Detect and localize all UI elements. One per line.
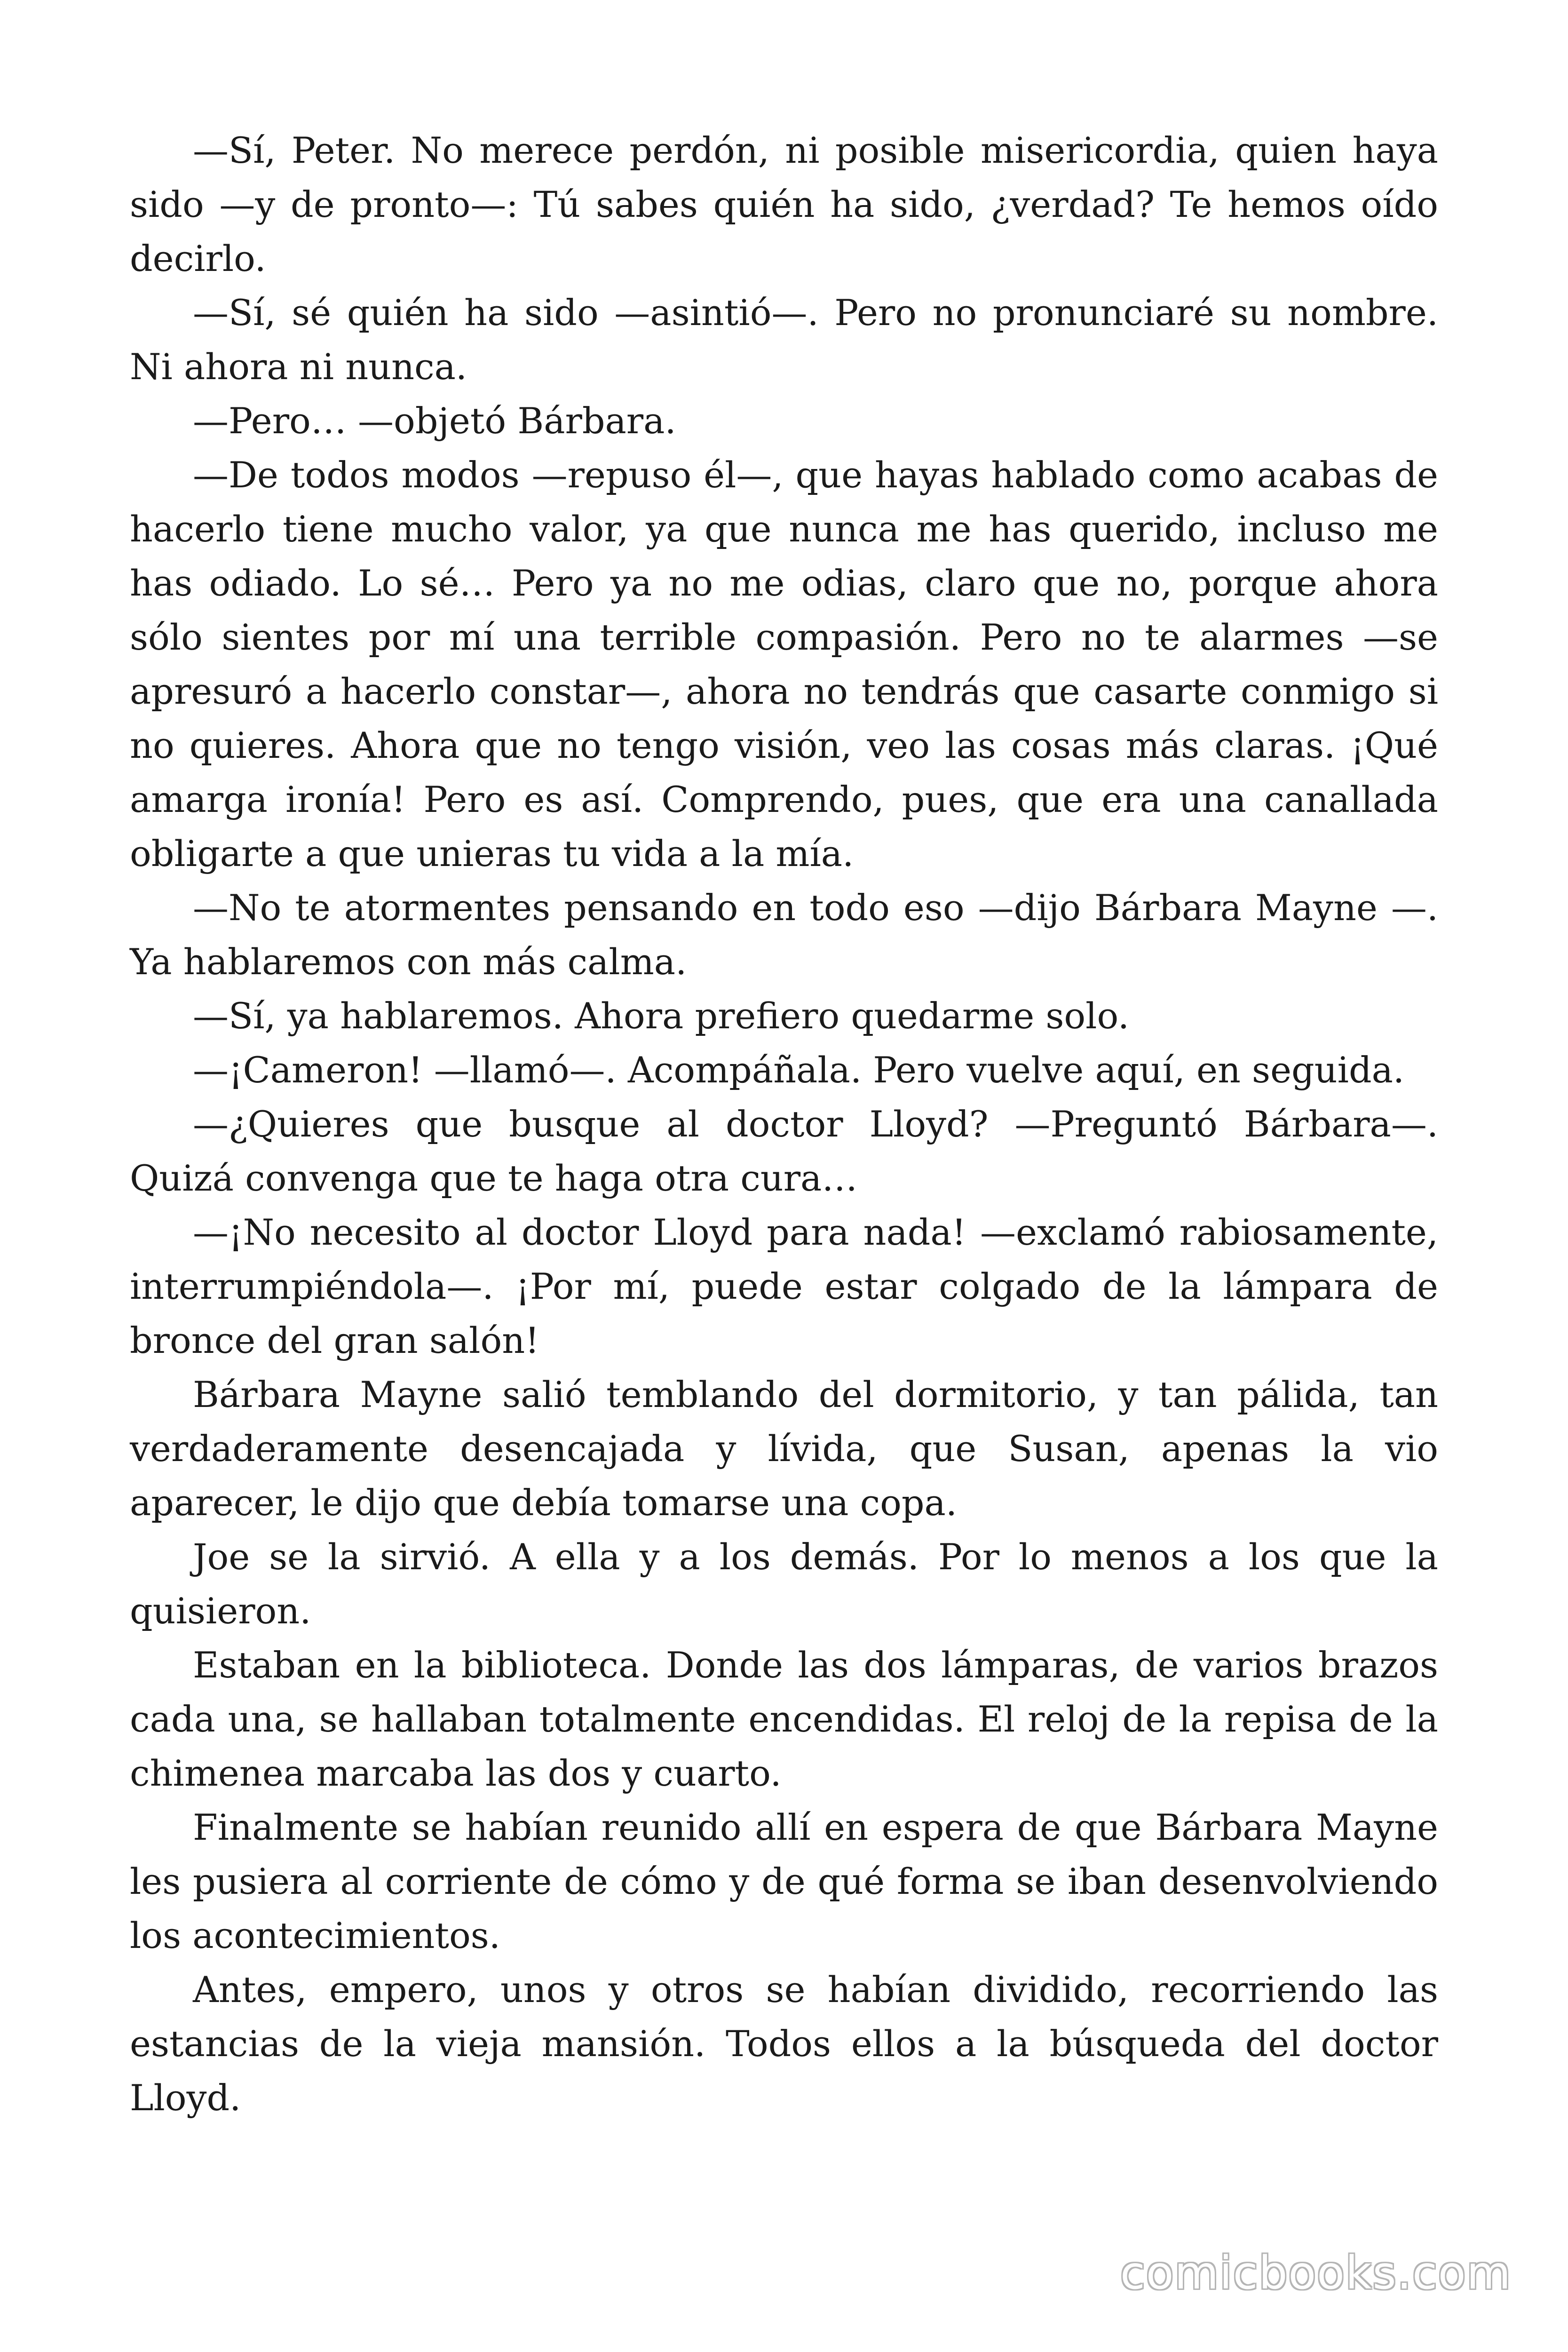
- paragraph: —De todos modos —repuso él—, que hayas hablado como acabas de hacerlo tiene mucho valor, ya que nunca me has querido, incluso me has odiado. Lo sé… Pero ya no me odias, claro que no, porque ahora sólo sientes por mí una terrible compasión. Pero no te alarmes —se apresuró a hacerlo constar—, ahora no tendrás que casarte conmigo si no quieres. Ahora que no tengo visión, veo las cosas más claras. ¡Qué amarga ironía! Pero es así. Comprendo, pues, que era una canallada obligarte a que unieras tu vida a la mía.: [130, 454, 1438, 874]
- paragraph: —¡No necesito al doctor Lloyd para nada! —exclamó rabiosamente, interrumpiéndola—. ¡Por mí, puede estar colgado de la lámpara de bronce del gran salón!: [130, 1211, 1438, 1361]
- paragraph: —Sí, ya hablaremos. Ahora prefiero quedarme solo.: [193, 995, 1130, 1037]
- paragraph: Antes, empero, unos y otros se habían dividido, recorriendo las estancias de la vieja mansión. Todos ellos a la búsqueda del doctor Lloyd.: [130, 1969, 1438, 2119]
- watermark: comicbooks.com: [1120, 2247, 1512, 2299]
- paragraph: Estaban en la biblioteca. Donde las dos lámparas, de varios brazos cada una, se hallaban totalmente encendidas. El reloj de la repisa de la chimenea marcaba las dos y cuarto.: [130, 1644, 1438, 1794]
- paragraph: —¡Cameron! —llamó—. Acompáñala. Pero vuelve aquí, en seguida.: [193, 1049, 1405, 1091]
- paragraph: —Sí, sé quién ha sido —asintió—. Pero no pronunciaré su nombre. Ni ahora ni nunca.: [130, 292, 1438, 388]
- paragraph: Bárbara Mayne salió temblando del dormitorio, y tan pálida, tan verdaderamente desencajada y lívida, que Susan, apenas la vio aparecer, le dijo que debía tomarse una copa.: [130, 1374, 1438, 1524]
- paragraph: Joe se la sirvió. A ella y a los demás. Por lo menos a los que la quisieron.: [130, 1536, 1438, 1632]
- paragraph: —No te atormentes pensando en todo eso —dijo Bárbara Mayne —. Ya hablaremos con más calma.: [130, 887, 1438, 983]
- paragraph: Finalmente se habían reunido allí en espera de que Bárbara Mayne les pusiera al corriente de cómo y de qué forma se iban desenvolviendo los acontecimientos.: [130, 1806, 1438, 1956]
- paragraph: —Sí, Peter. No merece perdón, ni posible misericordia, quien haya sido —y de pronto—: Tú sabes quién ha sido, ¿verdad? Te hemos oído decirlo.: [130, 129, 1438, 279]
- paragraph: —Pero… —objetó Bárbara.: [193, 400, 676, 442]
- page-text: [130, 123, 1438, 2125]
- paragraph: —¿Quieres que busque al doctor Lloyd? —Preguntó Bárbara—. Quizá convenga que te haga otra cura…: [130, 1103, 1438, 1199]
